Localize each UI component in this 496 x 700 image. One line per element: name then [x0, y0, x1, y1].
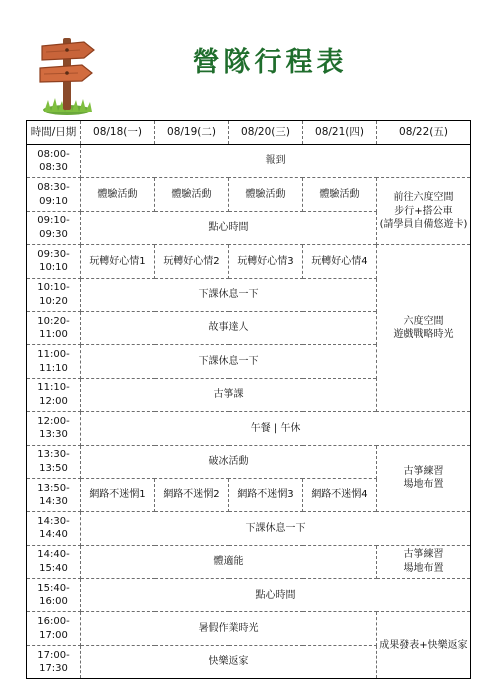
- activity-cell: 下課休息一下: [81, 512, 471, 545]
- activity-cell: 體驗活動: [229, 178, 303, 211]
- time-cell: 15:40- 16:00: [27, 579, 81, 612]
- day-header: 08/18(一): [81, 121, 155, 145]
- time-cell: 13:50- 14:30: [27, 478, 81, 511]
- friday-activity-cell: 古箏練習 場地布置: [377, 545, 471, 578]
- time-cell: 14:40- 15:40: [27, 545, 81, 578]
- activity-cell: 快樂返家: [81, 645, 377, 678]
- table-row: [27, 245, 471, 278]
- time-cell: 12:00- 13:30: [27, 412, 81, 445]
- table-row: [27, 445, 471, 478]
- activity-cell: 報到: [81, 145, 471, 178]
- time-date-header: 時間/日期: [27, 121, 81, 145]
- page-title: 營隊行程表: [192, 47, 348, 78]
- activity-cell: 網路不迷惘3: [229, 478, 303, 511]
- activity-cell: 玩轉好心情4: [303, 245, 377, 278]
- table-row: [27, 178, 471, 211]
- wooden-signpost-icon: [34, 32, 100, 116]
- activity-cell: 下課休息一下: [81, 345, 377, 378]
- header-row: [27, 121, 471, 145]
- time-cell: 09:30- 10:10: [27, 245, 81, 278]
- activity-cell: 下課休息一下: [81, 278, 377, 311]
- time-cell: 13:30- 13:50: [27, 445, 81, 478]
- friday-activity-cell: 成果發表+快樂返家: [377, 612, 471, 679]
- activity-cell: 破冰活動: [81, 445, 377, 478]
- activity-cell: 網路不迷惘1: [81, 478, 155, 511]
- activity-cell: 體適能: [81, 545, 377, 578]
- schedule-table: [26, 120, 471, 679]
- activity-cell: 體驗活動: [303, 178, 377, 211]
- activity-cell: 古箏課: [81, 378, 377, 411]
- time-cell: 17:00- 17:30: [27, 645, 81, 678]
- table-row: [27, 145, 471, 178]
- activity-cell: 點心時間: [81, 211, 377, 244]
- activity-cell: 網路不迷惘2: [155, 478, 229, 511]
- friday-activity-cell: 前往六度空間 步行+搭公車 (請學員自備悠遊卡): [377, 178, 471, 245]
- time-cell: 14:30- 14:40: [27, 512, 81, 545]
- time-cell: 11:10- 12:00: [27, 378, 81, 411]
- time-cell: 10:20- 11:00: [27, 311, 81, 344]
- table-row: [27, 545, 471, 578]
- activity-cell: 玩轉好心情3: [229, 245, 303, 278]
- table-row: [27, 512, 471, 545]
- activity-cell: 故事達人: [81, 311, 377, 344]
- day-header: 08/20(三): [229, 121, 303, 145]
- activity-cell: 網路不迷惘4: [303, 478, 377, 511]
- header: [0, 0, 496, 118]
- time-cell: 08:30- 09:10: [27, 178, 81, 211]
- activity-cell: 體驗活動: [81, 178, 155, 211]
- activity-cell: 暑假作業時光: [81, 612, 377, 645]
- time-cell: 10:10- 10:20: [27, 278, 81, 311]
- friday-activity-cell: 六度空間 遊戲戰略時光: [377, 245, 471, 412]
- activity-cell: 午餐 | 午休: [81, 412, 471, 445]
- activity-cell: 玩轉好心情1: [81, 245, 155, 278]
- day-header: 08/21(四): [303, 121, 377, 145]
- time-cell: 09:10- 09:30: [27, 211, 81, 244]
- table-row: [27, 612, 471, 645]
- table-row: [27, 579, 471, 612]
- table-row: [27, 412, 471, 445]
- activity-cell: 點心時間: [81, 579, 471, 612]
- activity-cell: 玩轉好心情2: [155, 245, 229, 278]
- time-cell: 11:00- 11:10: [27, 345, 81, 378]
- time-cell: 08:00- 08:30: [27, 145, 81, 178]
- activity-cell: 體驗活動: [155, 178, 229, 211]
- day-header: 08/19(二): [155, 121, 229, 145]
- friday-activity-cell: 古箏練習 場地布置: [377, 445, 471, 512]
- time-cell: 16:00- 17:00: [27, 612, 81, 645]
- day-header: 08/22(五): [377, 121, 471, 145]
